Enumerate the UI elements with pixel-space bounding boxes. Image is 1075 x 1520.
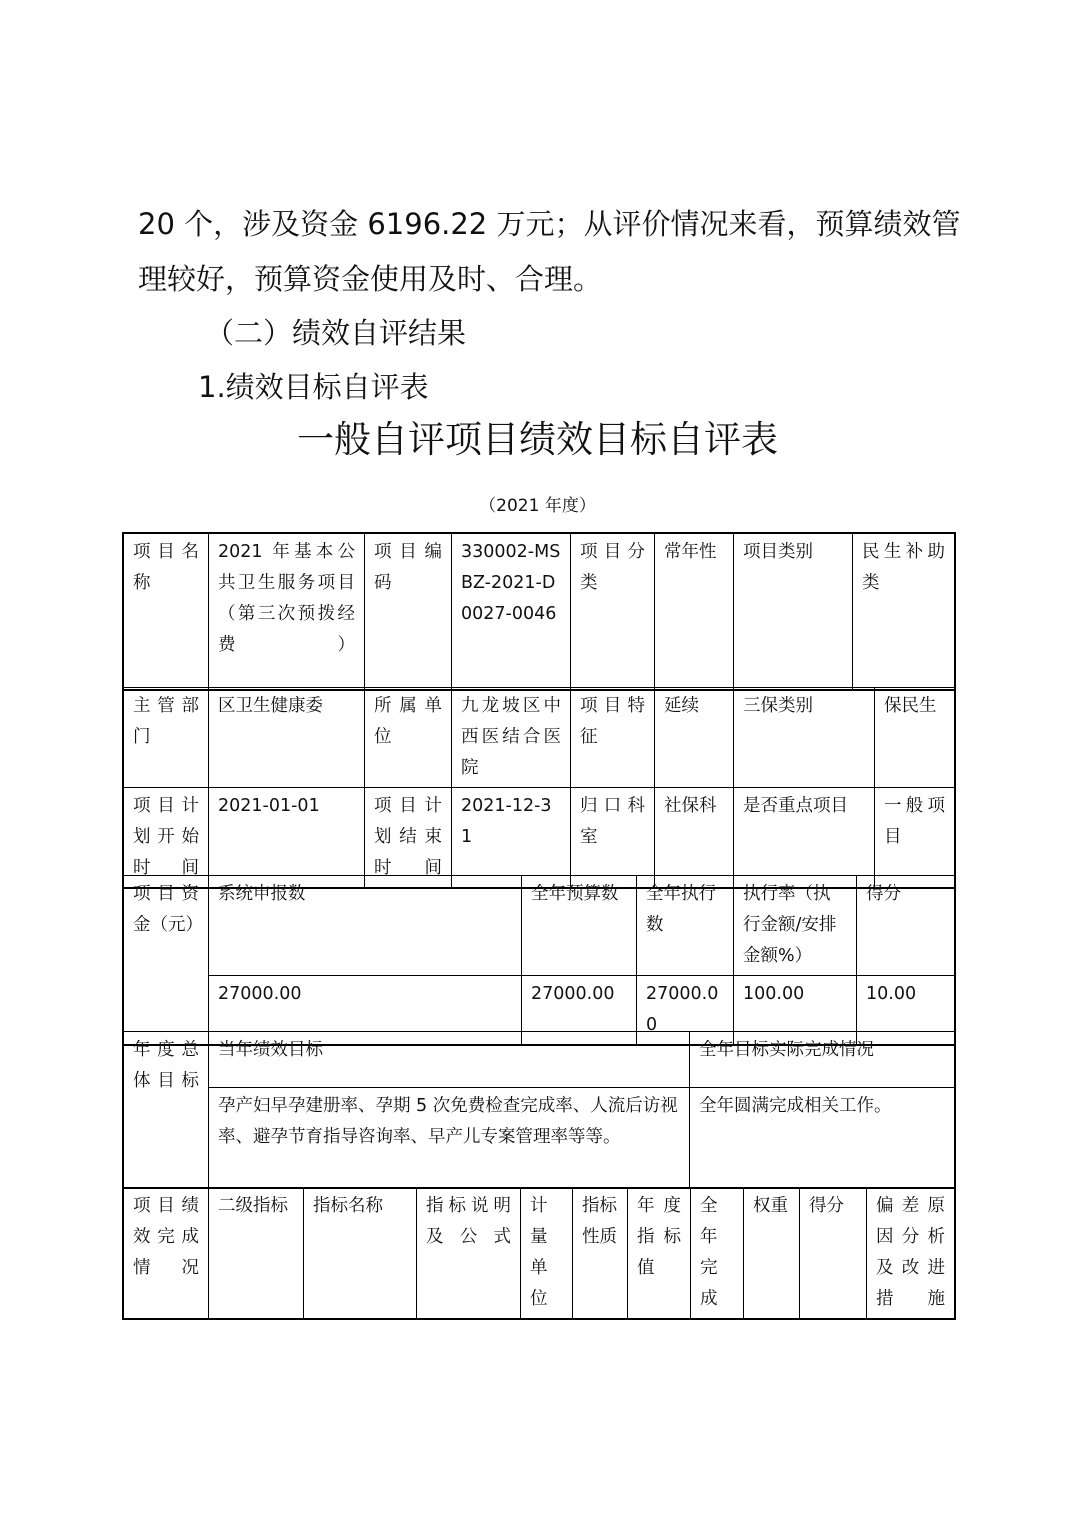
body-paragraph-line-2: 理较好，预算资金使用及时、合理。 xyxy=(138,262,603,296)
department-office-value: 社保科 xyxy=(655,788,734,888)
plan-end-value: 2021-12-31 xyxy=(452,788,571,888)
funds-label: 项目资金（元） xyxy=(124,876,209,1045)
project-type-label: 项目类别 xyxy=(734,534,853,690)
annual-completed-header: 全年完成 xyxy=(691,1188,744,1319)
section-heading: （二）绩效自评结果 xyxy=(205,316,467,350)
funds-declared-value: 27000.00 xyxy=(209,976,522,1045)
annual-goal-label: 年度总体目标 xyxy=(124,1032,209,1188)
annual-completion-value: 全年圆满完成相关工作。 xyxy=(690,1088,955,1188)
funds-executed-header: 全年执行数 xyxy=(637,876,734,976)
indicator-nature-header: 指标性质 xyxy=(573,1188,628,1319)
funds-budget-value: 27000.00 xyxy=(522,976,637,1045)
unit-of-measure-header: 计量单位 xyxy=(521,1188,573,1319)
project-dept-table xyxy=(122,687,956,889)
plan-start-value: 2021-01-01 xyxy=(209,788,365,888)
funds-score-header: 得分 xyxy=(857,876,955,976)
project-category-label: 项目分类 xyxy=(571,534,655,690)
year-label: （2021 年度） xyxy=(479,496,596,516)
project-type-value: 民生补助类 xyxy=(853,534,955,690)
key-project-label: 是否重点项目 xyxy=(734,788,875,888)
annual-completion-header: 全年目标实际完成情况 xyxy=(690,1032,955,1088)
performance-label: 项目绩效完成情况 xyxy=(124,1188,209,1319)
project-funds-table xyxy=(122,875,956,1046)
department-value: 区卫生健康委 xyxy=(209,688,365,788)
unit-value: 九龙坡区中西医结合医院 xyxy=(452,688,571,788)
funds-rate-value: 100.00 xyxy=(734,976,857,1045)
project-feature-label: 项目特征 xyxy=(571,688,655,788)
key-project-value: 一般项目 xyxy=(875,788,955,888)
funds-score-value: 10.00 xyxy=(857,976,955,1045)
funds-declared-header: 系统申报数 xyxy=(209,876,522,976)
performance-table xyxy=(122,1187,956,1320)
funds-budget-header: 全年预算数 xyxy=(522,876,637,976)
subsection-heading: 1.绩效目标自评表 xyxy=(198,370,429,404)
deviation-analysis-header: 偏差原因分析及改进措施 xyxy=(867,1188,955,1319)
secondary-indicator-header: 二级指标 xyxy=(209,1188,304,1319)
indicator-description-header: 指标说明及公式 xyxy=(417,1188,521,1319)
guarantee-type-label: 三保类别 xyxy=(734,688,875,788)
project-feature-value: 延续 xyxy=(655,688,734,788)
project-name-label: 项目名称 xyxy=(124,534,209,690)
plan-start-label: 项目计划开始时间 xyxy=(124,788,209,888)
guarantee-type-value: 保民生 xyxy=(875,688,955,788)
score-header: 得分 xyxy=(800,1188,867,1319)
annual-goal-table xyxy=(122,1031,956,1189)
project-category-value: 常年性 xyxy=(655,534,734,690)
department-label: 主管部门 xyxy=(124,688,209,788)
weight-header: 权重 xyxy=(744,1188,800,1319)
body-paragraph-line-1: 20 个，涉及资金 6196.22 万元；从评价情况来看，预算绩效管 xyxy=(138,207,961,241)
funds-rate-header: 执行率（执行金额/安排金额%） xyxy=(734,876,857,976)
indicator-name-header: 指标名称 xyxy=(304,1188,417,1319)
annual-indicator-value-header: 年度指标值 xyxy=(628,1188,691,1319)
annual-goal-value: 孕产妇早孕建册率、孕期 5 次免费检查完成率、人流后访视率、避孕节育指导咨询率、早产儿专案管理率等等。 xyxy=(209,1088,690,1188)
project-name-value: 2021 年基本公共卫生服务项目（第三次预拨经费） xyxy=(209,534,365,690)
table-title: 一般自评项目绩效目标自评表 xyxy=(297,418,778,461)
project-code-label: 项目编码 xyxy=(365,534,452,690)
project-info-table xyxy=(122,532,956,691)
department-office-label: 归口科室 xyxy=(571,788,655,888)
project-code-value: 330002-MSBZ-2021-D0027-0046 xyxy=(452,534,571,690)
unit-label: 所属单位 xyxy=(365,688,452,788)
plan-end-label: 项目计划结束时间 xyxy=(365,788,452,888)
funds-executed-value: 27000.00 xyxy=(637,976,734,1045)
annual-goal-header: 当年绩效目标 xyxy=(209,1032,690,1088)
